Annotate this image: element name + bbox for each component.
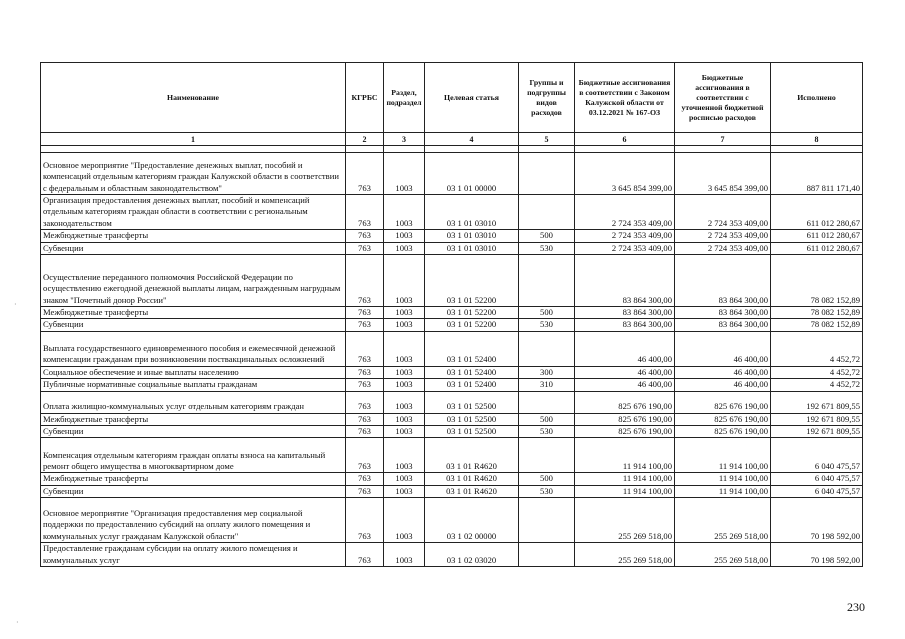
cell-done-amount: 78 082 152,89 (771, 255, 863, 307)
table-row (41, 366, 863, 378)
table-row (41, 426, 863, 438)
budget-table (40, 62, 863, 567)
cell-done-amount: 611 012 280,67 (771, 195, 863, 230)
cell-razdel: 1003 (384, 242, 425, 254)
cell-done-amount: 4 452,72 (771, 366, 863, 378)
cell-razdel: 1003 (384, 438, 425, 473)
cell-rospis-amount: 3 645 854 399,00 (675, 153, 771, 195)
cell-done-amount: 70 198 592,00 (771, 543, 863, 567)
cell-kgrbs: 763 (346, 319, 384, 331)
cell-vid (519, 438, 575, 473)
cell-law-amount: 11 914 100,00 (575, 438, 675, 473)
cell-done-amount: 611 012 280,67 (771, 242, 863, 254)
cell-kgrbs: 763 (346, 331, 384, 366)
scan-speck: · (14, 300, 17, 309)
cell-name: Предоставление гражданам субсидии на оплату жилого помещения и коммунальных услуг (41, 543, 346, 567)
cell-law-amount: 2 724 353 409,00 (575, 242, 675, 254)
table-row (41, 391, 863, 413)
spacer-row (41, 146, 863, 153)
table-row (41, 498, 863, 543)
column-number-row (41, 133, 863, 146)
cell-celevaya: 03 1 01 00000 (425, 153, 519, 195)
cell-name: Межбюджетные трансферты (41, 307, 346, 319)
cell-done-amount: 6 040 475,57 (771, 485, 863, 497)
col-header-kgrbs: КГРБС (346, 63, 384, 133)
cell-kgrbs: 763 (346, 438, 384, 473)
table-row (41, 331, 863, 366)
cell-kgrbs: 763 (346, 307, 384, 319)
cell-name: Основное мероприятие "Организация предоставления мер социальной поддержки по предоставлению субсидий на оплату жилого помещения и коммунальных услуг гражданам Калужской области" (41, 498, 346, 543)
col-header-law: Бюджетные ассигнования в соответствии с Законом Калужской области от 03.12.2021 № 167-ОЗ (575, 63, 675, 133)
cell-razdel: 1003 (384, 319, 425, 331)
cell-celevaya: 03 1 01 03010 (425, 242, 519, 254)
cell-vid (519, 255, 575, 307)
cell-name: Выплата государственного единовременного пособия и ежемесячной денежной компенсации гражданам при возникновении поствакцинальных осложнений (41, 331, 346, 366)
cell-kgrbs: 763 (346, 195, 384, 230)
cell-vid: 530 (519, 426, 575, 438)
cell-vid: 530 (519, 319, 575, 331)
table-row (41, 413, 863, 425)
cell-law-amount: 255 269 518,00 (575, 543, 675, 567)
table-row (41, 543, 863, 567)
cell-kgrbs: 763 (346, 366, 384, 378)
cell-kgrbs: 763 (346, 242, 384, 254)
cell-rospis-amount: 83 864 300,00 (675, 255, 771, 307)
cell-name: Компенсация отдельным категориям граждан оплаты взноса на капитальный ремонт общего имущества в многоквартирном доме (41, 438, 346, 473)
cell-done-amount: 70 198 592,00 (771, 498, 863, 543)
cell-rospis-amount: 825 676 190,00 (675, 413, 771, 425)
cell-law-amount: 3 645 854 399,00 (575, 153, 675, 195)
cell-done-amount: 78 082 152,89 (771, 319, 863, 331)
cell-law-amount: 46 400,00 (575, 366, 675, 378)
cell-rospis-amount: 2 724 353 409,00 (675, 195, 771, 230)
cell-celevaya: 03 1 01 03010 (425, 230, 519, 242)
cell-razdel: 1003 (384, 485, 425, 497)
cell-celevaya: 03 1 01 03010 (425, 195, 519, 230)
cell-celevaya: 03 1 01 52200 (425, 255, 519, 307)
cell-celevaya: 03 1 01 52400 (425, 366, 519, 378)
col-header-rospis: Бюджетные ассигнования в соответствии с уточненной бюджетной росписью расходов (675, 63, 771, 133)
cell-razdel: 1003 (384, 543, 425, 567)
cell-razdel: 1003 (384, 331, 425, 366)
col-number: 2 (346, 133, 384, 146)
cell-razdel: 1003 (384, 366, 425, 378)
table-row (41, 438, 863, 473)
col-header-done: Исполнено (771, 63, 863, 133)
cell-celevaya: 03 1 01 52200 (425, 307, 519, 319)
cell-law-amount: 11 914 100,00 (575, 473, 675, 485)
cell-done-amount: 887 811 171,40 (771, 153, 863, 195)
col-number: 6 (575, 133, 675, 146)
cell-vid (519, 195, 575, 230)
cell-kgrbs: 763 (346, 413, 384, 425)
cell-done-amount: 4 452,72 (771, 331, 863, 366)
col-header-name: Наименование (41, 63, 346, 133)
cell-name: Субвенции (41, 319, 346, 331)
col-number: 7 (675, 133, 771, 146)
cell-celevaya: 03 1 01 52200 (425, 319, 519, 331)
header-row (41, 63, 863, 133)
cell-done-amount: 192 671 809,55 (771, 426, 863, 438)
table-row (41, 153, 863, 195)
cell-celevaya: 03 1 01 52500 (425, 391, 519, 413)
cell-rospis-amount: 255 269 518,00 (675, 543, 771, 567)
table-row (41, 307, 863, 319)
cell-razdel: 1003 (384, 498, 425, 543)
cell-name: Межбюджетные трансферты (41, 230, 346, 242)
cell-done-amount: 6 040 475,57 (771, 438, 863, 473)
cell-done-amount: 4 452,72 (771, 379, 863, 391)
cell-celevaya: 03 1 01 52500 (425, 413, 519, 425)
cell-kgrbs: 763 (346, 255, 384, 307)
cell-vid (519, 391, 575, 413)
cell-vid (519, 153, 575, 195)
cell-celevaya: 03 1 01 52400 (425, 379, 519, 391)
cell-done-amount: 192 671 809,55 (771, 391, 863, 413)
cell-vid: 500 (519, 307, 575, 319)
cell-name: Оплата жилищно-коммунальных услуг отдельным категориям граждан (41, 391, 346, 413)
page-number: 230 (847, 600, 865, 614)
cell-celevaya: 03 1 02 00000 (425, 498, 519, 543)
cell-celevaya: 03 1 02 03020 (425, 543, 519, 567)
cell-name: Публичные нормативные социальные выплаты гражданам (41, 379, 346, 391)
table-row (41, 255, 863, 307)
cell-celevaya: 03 1 01 52500 (425, 426, 519, 438)
cell-name: Межбюджетные трансферты (41, 473, 346, 485)
cell-rospis-amount: 83 864 300,00 (675, 319, 771, 331)
cell-kgrbs: 763 (346, 230, 384, 242)
cell-celevaya: 03 1 01 R4620 (425, 438, 519, 473)
cell-kgrbs: 763 (346, 543, 384, 567)
table-row (41, 242, 863, 254)
cell-vid: 530 (519, 242, 575, 254)
cell-rospis-amount: 11 914 100,00 (675, 438, 771, 473)
cell-rospis-amount: 46 400,00 (675, 379, 771, 391)
cell-name: Основное мероприятие "Предоставление денежных выплат, пособий и компенсаций отдельным категориям граждан Калужской области в соответствии с федеральным и областным законодательством" (41, 153, 346, 195)
scan-speck: · (16, 618, 19, 627)
cell-vid (519, 543, 575, 567)
cell-razdel: 1003 (384, 255, 425, 307)
cell-rospis-amount: 2 724 353 409,00 (675, 242, 771, 254)
cell-rospis-amount: 83 864 300,00 (675, 307, 771, 319)
cell-vid: 500 (519, 473, 575, 485)
cell-law-amount: 255 269 518,00 (575, 498, 675, 543)
cell-razdel: 1003 (384, 426, 425, 438)
col-header-razdel: Раздел, подраздел (384, 63, 425, 133)
col-number: 3 (384, 133, 425, 146)
cell-name: Организация предоставления денежных выплат, пособий и компенсаций отдельным категориям граждан области в соответствии с региональным законодательством (41, 195, 346, 230)
cell-celevaya: 03 1 01 R4620 (425, 485, 519, 497)
cell-law-amount: 83 864 300,00 (575, 319, 675, 331)
col-header-celevaya: Целевая статья (425, 63, 519, 133)
cell-celevaya: 03 1 01 R4620 (425, 473, 519, 485)
cell-law-amount: 46 400,00 (575, 331, 675, 366)
cell-rospis-amount: 825 676 190,00 (675, 391, 771, 413)
table-row (41, 485, 863, 497)
cell-razdel: 1003 (384, 391, 425, 413)
cell-rospis-amount: 825 676 190,00 (675, 426, 771, 438)
cell-law-amount: 11 914 100,00 (575, 485, 675, 497)
cell-name: Осуществление переданного полномочия Российской Федерации по осуществлению ежегодной денежной выплаты лицам, награжденным нагрудным знаком "Почетный донор России" (41, 255, 346, 307)
cell-kgrbs: 763 (346, 473, 384, 485)
cell-razdel: 1003 (384, 379, 425, 391)
col-header-vid: Группы и подгруппы видов расходов (519, 63, 575, 133)
cell-kgrbs: 763 (346, 153, 384, 195)
cell-kgrbs: 763 (346, 391, 384, 413)
cell-rospis-amount: 255 269 518,00 (675, 498, 771, 543)
cell-law-amount: 83 864 300,00 (575, 307, 675, 319)
cell-name: Социальное обеспечение и иные выплаты населению (41, 366, 346, 378)
cell-razdel: 1003 (384, 195, 425, 230)
cell-rospis-amount: 46 400,00 (675, 331, 771, 366)
cell-vid (519, 331, 575, 366)
cell-kgrbs: 763 (346, 426, 384, 438)
cell-law-amount: 83 864 300,00 (575, 255, 675, 307)
cell-vid: 500 (519, 413, 575, 425)
cell-kgrbs: 763 (346, 379, 384, 391)
cell-law-amount: 46 400,00 (575, 379, 675, 391)
cell-law-amount: 825 676 190,00 (575, 426, 675, 438)
cell-law-amount: 2 724 353 409,00 (575, 230, 675, 242)
cell-rospis-amount: 11 914 100,00 (675, 473, 771, 485)
cell-vid: 500 (519, 230, 575, 242)
cell-name: Межбюджетные трансферты (41, 413, 346, 425)
cell-name: Субвенции (41, 242, 346, 254)
col-number: 4 (425, 133, 519, 146)
col-number: 8 (771, 133, 863, 146)
cell-rospis-amount: 11 914 100,00 (675, 485, 771, 497)
table-row (41, 473, 863, 485)
cell-kgrbs: 763 (346, 485, 384, 497)
cell-razdel: 1003 (384, 153, 425, 195)
cell-law-amount: 825 676 190,00 (575, 391, 675, 413)
cell-vid: 310 (519, 379, 575, 391)
cell-done-amount: 192 671 809,55 (771, 413, 863, 425)
table-row (41, 319, 863, 331)
cell-razdel: 1003 (384, 413, 425, 425)
cell-razdel: 1003 (384, 230, 425, 242)
cell-kgrbs: 763 (346, 498, 384, 543)
cell-rospis-amount: 2 724 353 409,00 (675, 230, 771, 242)
budget-table-container (40, 62, 862, 567)
col-number: 5 (519, 133, 575, 146)
cell-done-amount: 78 082 152,89 (771, 307, 863, 319)
cell-done-amount: 6 040 475,57 (771, 473, 863, 485)
cell-done-amount: 611 012 280,67 (771, 230, 863, 242)
cell-celevaya: 03 1 01 52400 (425, 331, 519, 366)
table-row (41, 379, 863, 391)
cell-law-amount: 2 724 353 409,00 (575, 195, 675, 230)
cell-vid: 300 (519, 366, 575, 378)
cell-vid: 530 (519, 485, 575, 497)
cell-vid (519, 498, 575, 543)
table-row (41, 195, 863, 230)
col-number: 1 (41, 133, 346, 146)
cell-name: Субвенции (41, 485, 346, 497)
table-row (41, 230, 863, 242)
cell-name: Субвенции (41, 426, 346, 438)
cell-law-amount: 825 676 190,00 (575, 413, 675, 425)
cell-razdel: 1003 (384, 473, 425, 485)
cell-razdel: 1003 (384, 307, 425, 319)
cell-rospis-amount: 46 400,00 (675, 366, 771, 378)
